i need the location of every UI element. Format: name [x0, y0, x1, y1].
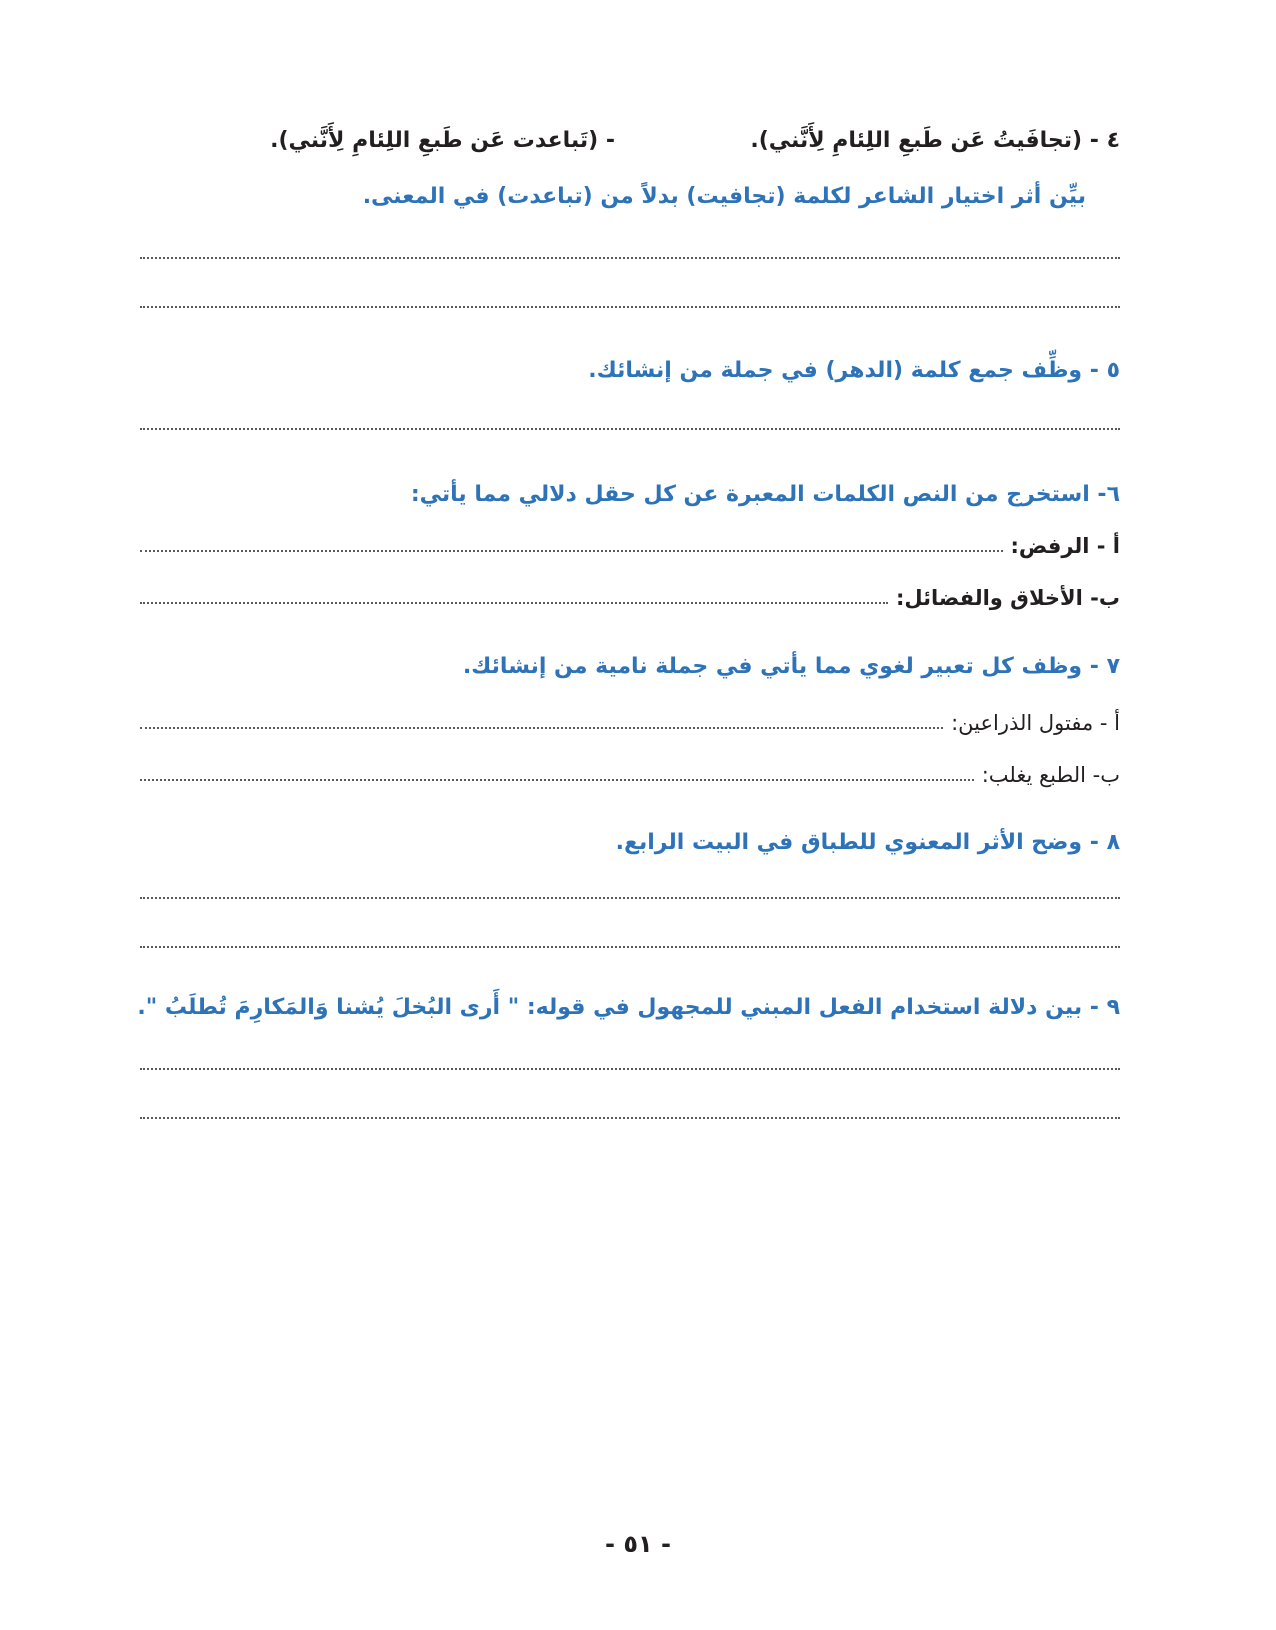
answer-line[interactable]	[140, 306, 1120, 308]
question-7: ٧ - وظف كل تعبير لغوي مما يأتي في جملة نامية من إنشائك.	[462, 654, 1120, 679]
answer-line[interactable]	[140, 1068, 1120, 1070]
answer-line[interactable]	[140, 727, 943, 729]
answer-line[interactable]	[140, 428, 1120, 430]
question-6-item-a	[140, 528, 1120, 558]
question-7-item-b	[140, 757, 1120, 787]
question-5: ٥ - وظِّف جمع كلمة (الدهر) في جملة من إنشائك.	[588, 358, 1120, 383]
question-6-a-label: أ - الرفض:	[1010, 534, 1120, 558]
question-7-a-label: أ - مفتول الذراعين:	[951, 711, 1120, 735]
answer-line[interactable]	[140, 1117, 1120, 1119]
question-8: ٨ - وضح الأثر المعنوي للطباق في البيت الرابع.	[615, 830, 1120, 855]
question-4-phrase-a: (تجافَيتُ عَن طَبعِ اللِئامِ لِأَنَّني).	[750, 128, 1083, 153]
question-7-b-label: ب- الطبع يغلب:	[981, 763, 1120, 787]
answer-line[interactable]	[140, 946, 1120, 948]
question-4-prompt: بيِّن أثر اختيار الشاعر لكلمة (تجافيت) بدلاً من (تباعدت) في المعنى.	[362, 184, 1086, 209]
question-4-number: ٤ -	[1089, 128, 1120, 153]
answer-line[interactable]	[140, 779, 974, 781]
question-4-header	[140, 128, 1120, 153]
answer-line[interactable]	[140, 550, 1003, 552]
question-4-phrase-b: (تَباعدت عَن طَبعِ اللِئامِ لِأَنَّني).	[270, 128, 599, 153]
question-6-item-b	[140, 580, 1120, 610]
question-6: ٦- استخرج من النص الكلمات المعبرة عن كل حقل دلالي مما يأتي:	[410, 482, 1120, 507]
answer-line[interactable]	[140, 897, 1120, 899]
answer-line[interactable]	[140, 602, 888, 604]
question-6-b-label: ب- الأخلاق والفضائل:	[896, 586, 1120, 610]
page-number: - ٥١ -	[605, 1530, 671, 1558]
question-7-item-a	[140, 705, 1120, 735]
answer-line[interactable]	[140, 257, 1120, 259]
question-9: ٩ - بين دلالة استخدام الفعل المبني للمجهول في قوله: " أَرى البُخلَ يُشنا وَالمَكارِمَ تُطلَبُ ".	[137, 995, 1120, 1020]
question-4-dash-b: -	[605, 128, 615, 153]
